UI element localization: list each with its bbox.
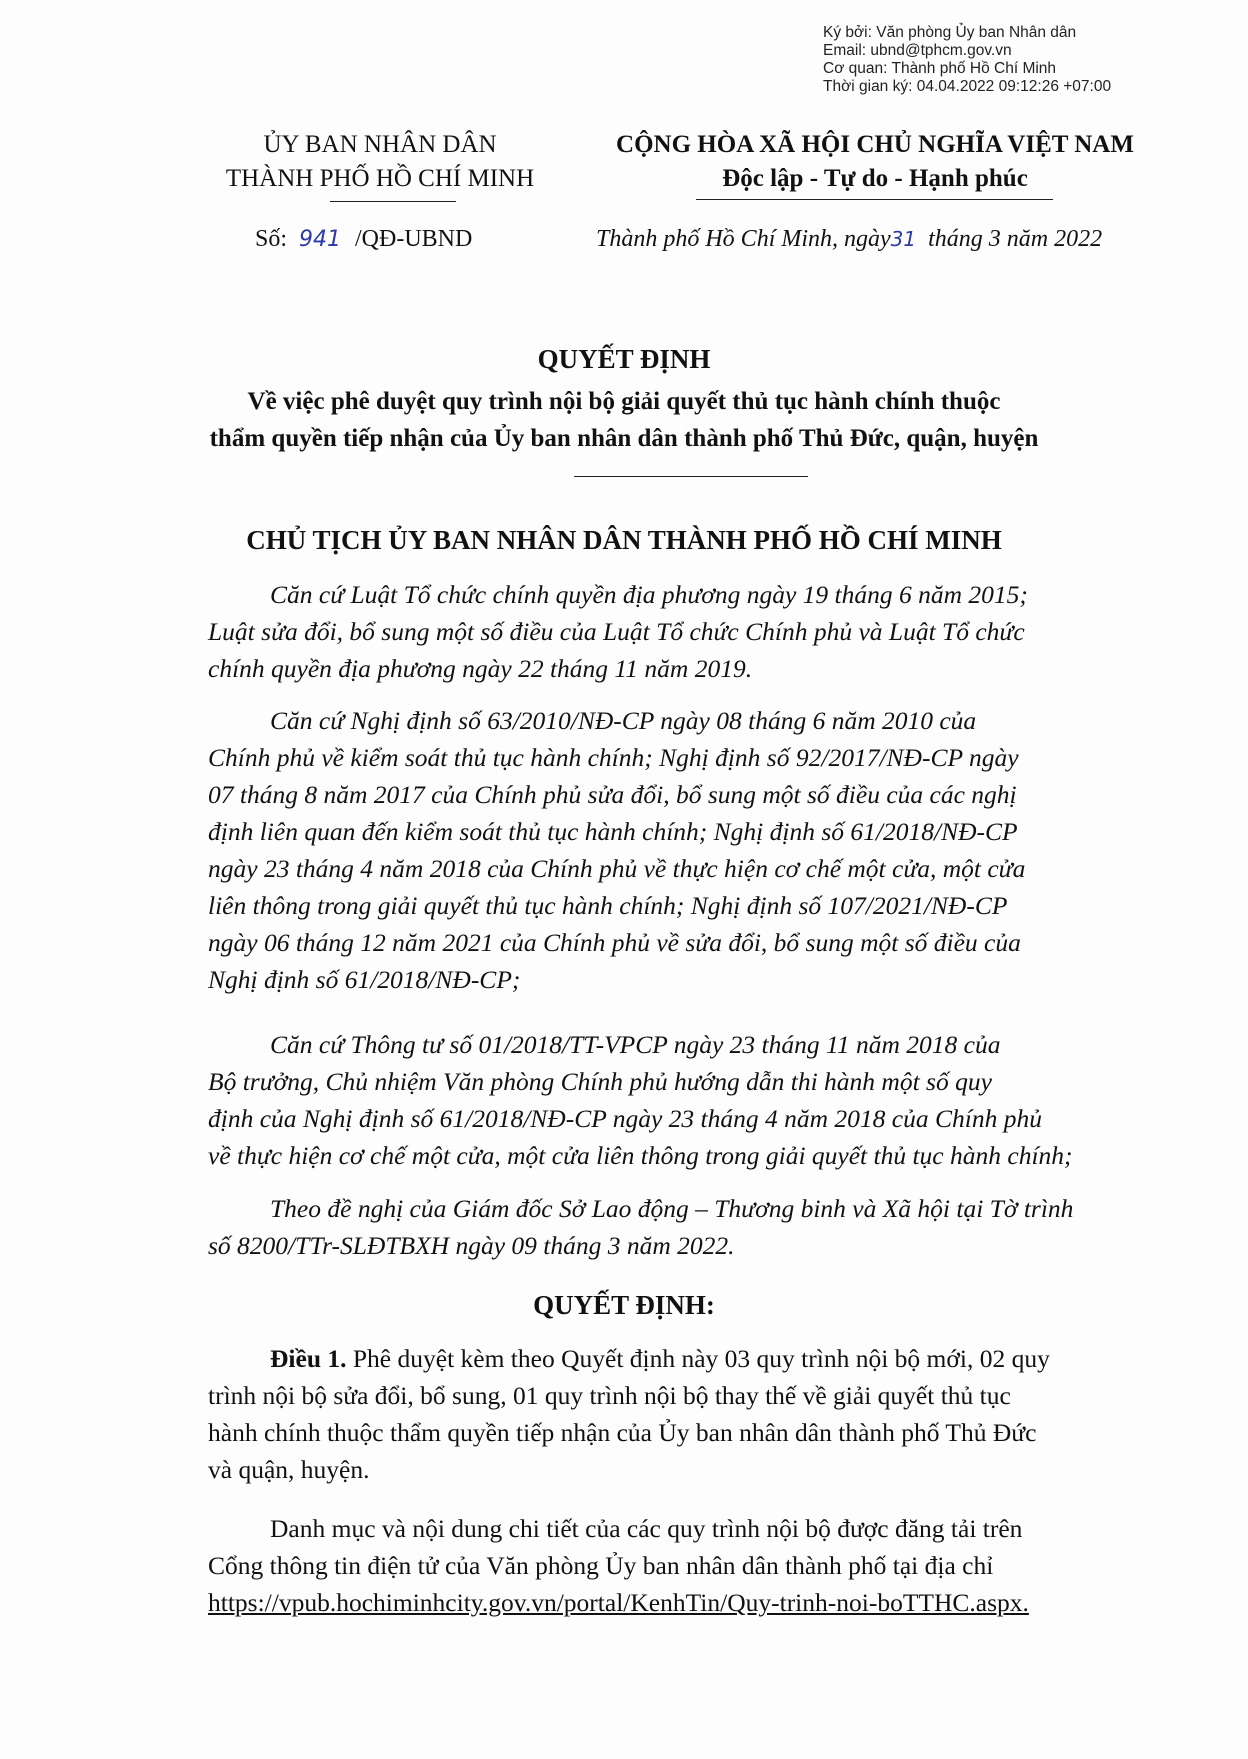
- number-suffix: /QĐ-UBND: [355, 226, 473, 252]
- basis-line: chính quyền địa phương ngày 22 tháng 11 năm 2019.: [208, 654, 753, 683]
- article-line: và quận, huyện.: [208, 1455, 370, 1484]
- basis-line: 07 tháng 8 năm 2017 của Chính phủ sửa đổi, bổ sung một số điều của các nghị: [208, 780, 1017, 809]
- listing-line-2: Cổng thông tin điện tử của Văn phòng Ủy ban nhân dân thành phố tại địa chỉ: [208, 1551, 994, 1580]
- handwritten-number: 941: [299, 227, 342, 252]
- basis-line: số 8200/TTr-SLĐTBXH ngày 09 tháng 3 năm 2022.: [208, 1231, 735, 1260]
- motto-line: Độc lập - Tự do - Hạnh phúc: [722, 165, 1028, 192]
- listing-paragraph: [208, 1510, 1150, 1621]
- document-heading: QUYẾT ĐỊNH: [537, 344, 711, 374]
- signature-agency: Cơ quan: Thành phố Hồ Chí Minh: [823, 60, 1057, 77]
- date-suffix: tháng 3 năm 2022: [928, 226, 1103, 252]
- basis-line: Luật sửa đổi, bổ sung một số điều của Luật Tổ chức Chính phủ và Luật Tổ chức: [208, 617, 1025, 646]
- subject-line-2: thẩm quyền tiếp nhận của Ủy ban nhân dân thành phố Thủ Đức, quận, huyện: [209, 425, 1039, 452]
- agency-line-2: THÀNH PHỐ HỒ CHÍ MINH: [225, 165, 535, 192]
- article-line: hành chính thuộc thẩm quyền tiếp nhận của Ủy ban nhân dân thành phố Thủ Đức: [208, 1418, 1037, 1447]
- basis-line: về thực hiện cơ chế một cửa, một cửa liên thông trong giải quyết thủ tục hành chính;: [208, 1141, 1073, 1170]
- document-subject: [0, 383, 1248, 457]
- article-1-text: Phê duyệt kèm theo Quyết định này 03 quy trình nội bộ mới, 02 quy: [352, 1344, 1050, 1373]
- basis-paragraph-2: [208, 702, 1150, 998]
- basis-line: ngày 23 tháng 4 năm 2018 của Chính phủ về thực hiện cơ chế một cửa, một cửa: [208, 854, 1026, 883]
- agency-line-1: ỦY BAN NHÂN DÂN: [263, 131, 497, 158]
- date-prefix: Thành phố Hồ Chí Minh, ngày: [596, 226, 891, 252]
- digital-signature-block: [823, 24, 1111, 96]
- basis-paragraph-1: [208, 576, 1150, 687]
- basis-line: ngày 06 tháng 12 năm 2021 của Chính phủ về sửa đổi, bổ sung một số điều của: [208, 928, 1021, 957]
- procedure-portal-link[interactable]: https://vpub.hochiminhcity.gov.vn/portal/KenhTin/Quy-trinh-noi-boTTHC.aspx.: [208, 1588, 1029, 1617]
- document-number: [255, 226, 472, 253]
- basis-line: Căn cứ Thông tư số 01/2018/TT-VPCP ngày 23 tháng 11 năm 2018 của: [270, 1030, 1001, 1059]
- basis-line: Căn cứ Luật Tổ chức chính quyền địa phương ngày 19 tháng 6 năm 2015;: [270, 580, 1028, 609]
- national-name: CỘNG HÒA XÃ HỘI CHỦ NGHĨA VIỆT NAM: [616, 131, 1134, 158]
- basis-paragraph-3: [208, 1026, 1150, 1174]
- handwritten-day: 31: [890, 227, 917, 251]
- basis-line: Bộ trưởng, Chủ nhiệm Văn phòng Chính phủ hướng dẫn thi hành một số quy: [208, 1067, 992, 1096]
- national-motto: [585, 128, 1165, 196]
- basis-line: liên thông trong giải quyết thủ tục hành chính; Nghị định số 107/2021/NĐ-CP: [208, 891, 1008, 920]
- basis-line: Căn cứ Nghị định số 63/2010/NĐ-CP ngày 08 tháng 6 năm 2010 của: [270, 706, 977, 735]
- motto-underline: [696, 199, 1053, 200]
- title-underline: [574, 476, 808, 477]
- article-1: [208, 1340, 1150, 1488]
- subject-line-1: Về việc phê duyệt quy trình nội bộ giải quyết thủ tục hành chính thuộc: [247, 388, 1001, 415]
- basis-line: Nghị định số 61/2018/NĐ-CP;: [208, 965, 521, 994]
- issuing-agency: [180, 128, 580, 196]
- basis-line: định của Nghị định số 61/2018/NĐ-CP ngày 23 tháng 4 năm 2018 của Chính phủ: [208, 1104, 1042, 1133]
- basis-line: Theo đề nghị của Giám đốc Sở Lao động – Thương binh và Xã hội tại Tờ trình: [270, 1194, 1074, 1223]
- article-1-first-line: [208, 1340, 1150, 1377]
- decision-heading: QUYẾT ĐỊNH:: [533, 1290, 715, 1320]
- signature-email: Email: ubnd@tphcm.gov.vn: [823, 42, 1012, 59]
- signature-signed-by: Ký bởi: Văn phòng Ủy ban Nhân dân: [823, 24, 1077, 41]
- issue-date: [596, 226, 1102, 253]
- article-1-label: Điều 1.: [270, 1344, 347, 1373]
- basis-paragraph-4: [208, 1190, 1150, 1264]
- basis-line: Chính phủ về kiểm soát thủ tục hành chính; Nghị định số 92/2017/NĐ-CP ngày: [208, 743, 1019, 772]
- basis-line: định liên quan đến kiểm soát thủ tục hành chính; Nghị định số 61/2018/NĐ-CP: [208, 817, 1018, 846]
- signature-time: Thời gian ký: 04.04.2022 09:12:26 +07:00: [823, 78, 1112, 95]
- issuing-authority: CHỦ TỊCH ỦY BAN NHÂN DÂN THÀNH PHỐ HỒ CHÍ MINH: [246, 525, 1002, 555]
- listing-line-1: Danh mục và nội dung chi tiết của các quy trình nội bộ được đăng tải trên: [270, 1514, 1023, 1543]
- article-line: trình nội bộ sửa đổi, bổ sung, 01 quy trình nội bộ thay thế về giải quyết thủ tục: [208, 1381, 1011, 1410]
- agency-underline: [330, 201, 456, 202]
- number-prefix: Số:: [255, 226, 288, 252]
